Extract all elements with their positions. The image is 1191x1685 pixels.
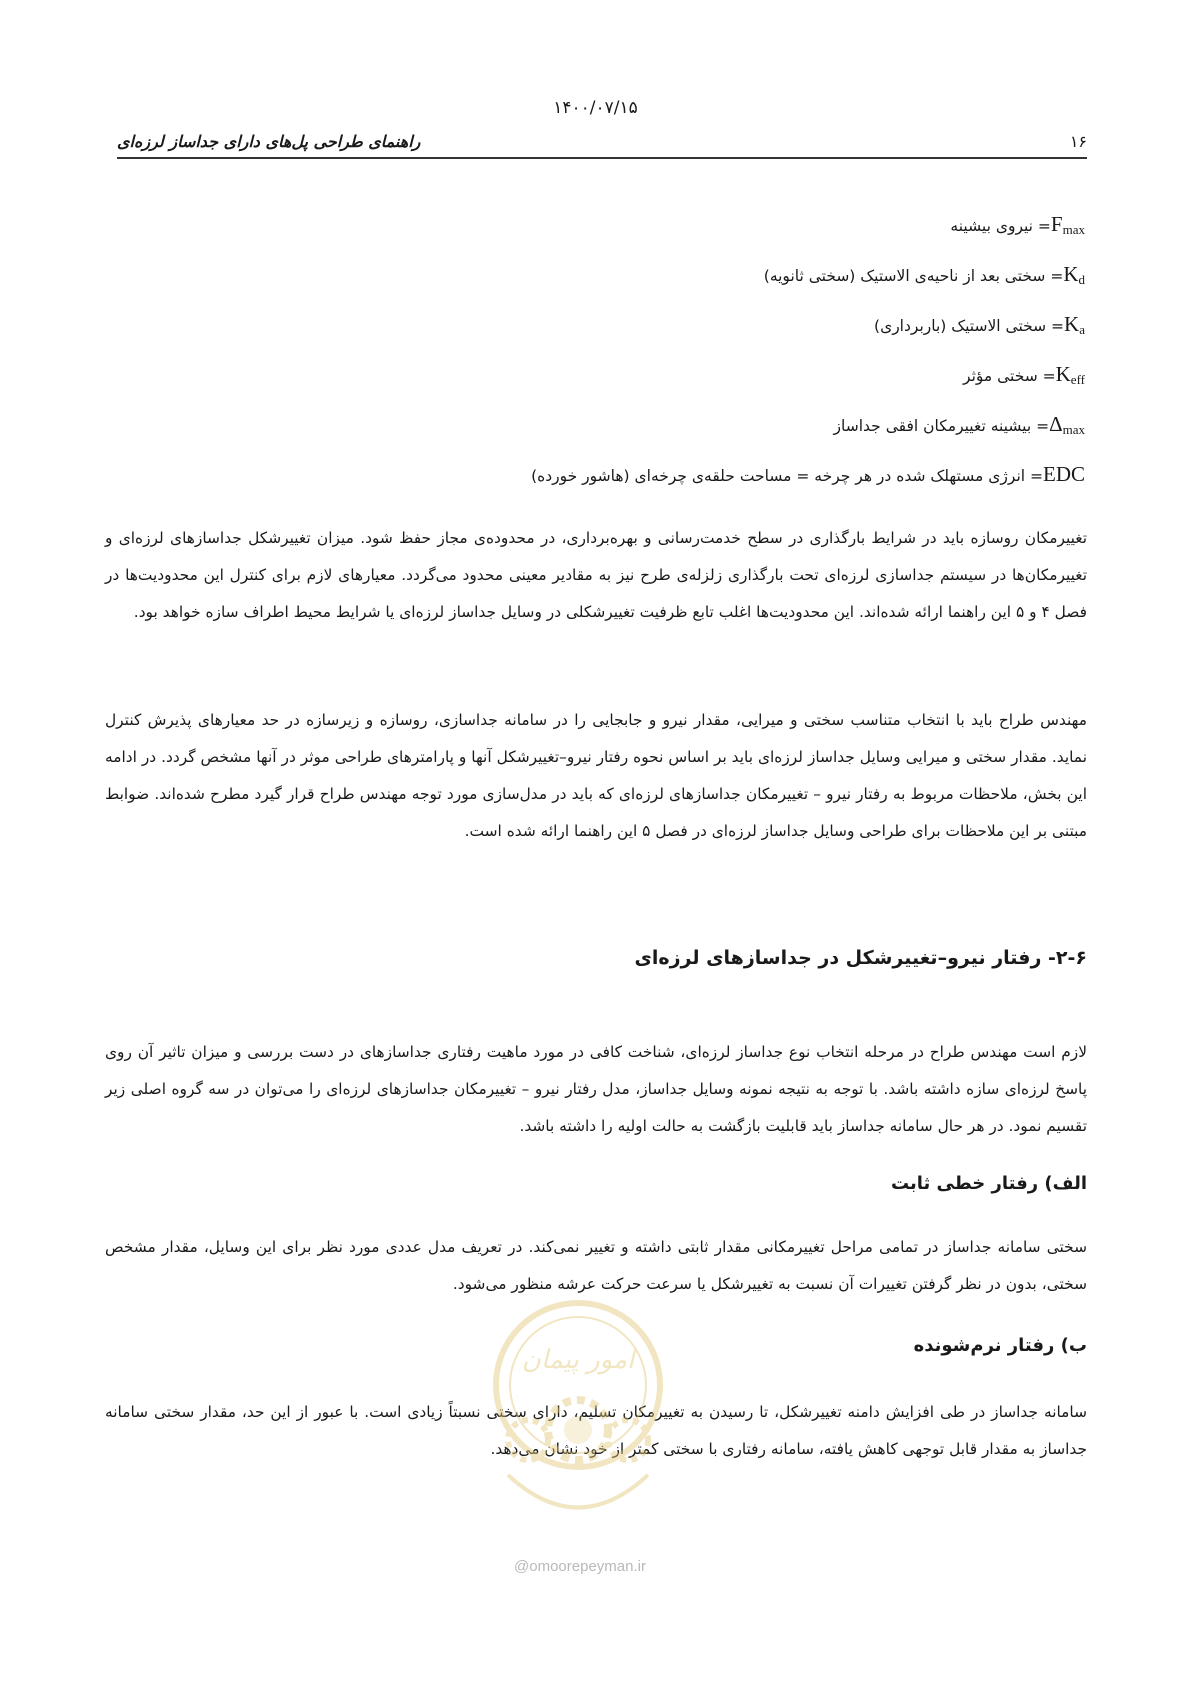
header-divider	[117, 157, 1087, 159]
definition-row	[105, 462, 1085, 512]
symbol: EDC	[1043, 462, 1085, 486]
definition-text: = انرژی مستهلک شده در هر چرخه = مساحت حلقه‌ی چرخه‌ای (هاشور خورده)	[531, 467, 1043, 485]
symbol: $K_d$	[1063, 262, 1085, 287]
definition-row	[105, 312, 1085, 362]
document-date: ۱۴۰۰/۰۷/۱۵	[553, 98, 638, 118]
definition-text: = سختی الاستیک (باربرداری)	[874, 317, 1065, 335]
definition-text: = نیروی بیشینه	[950, 217, 1051, 235]
running-title: راهنمای طراحی پل‌های دارای جداساز لرزه‌ای	[117, 132, 421, 151]
definition-text: = بیشینه تغییرمکان افقی جداساز	[833, 417, 1050, 435]
page-header	[117, 128, 1087, 158]
paragraph: تغییرمکان روسازه باید در شرایط بارگذاری در سطح خدمت‌رسانی و بهره‌برداری، در محدوده‌ی مجاز حفظ شود. میزان تغییرشکل جداسازهای لرزه‌ای و تغییرمکان‌ها در سیستم جداسازی لرزه‌ای تحت بارگذاری زلزله‌ی طرح نیز به مقادیر معینی محدود می‌گردد. معیارهای لازم برای کنترل این محدودیت‌ها در فصل ۴ و ۵ این راهنما ارائه شده‌اند. این محدودیت‌ها اغلب تابع ظرفیت تغییرشکلی در وسایل جداساز لرزه‌ای یا شرایط محیط اطراف سازه خواهد بود.	[105, 529, 1087, 621]
watermark-url: @omoorepeyman.ir	[514, 1558, 646, 1575]
paragraph: مهندس طراح باید با انتخاب متناسب سختی و میرایی، مقدار نیرو و جابجایی را در سامانه جداسازی، روسازه و زیرسازه در حد معیارهای پذیرش کنترل نماید. مقدار سختی و میرایی وسایل جداساز لرزه‌ای باید بر اساس نحوه رفتار نیرو–تغییرشکل آنها و پارامترهای طراحی موثر در آنها مشخص گردد. در ادامه این بخش، ملاحظات مربوط به رفتار نیرو – تغییرمکان جداسازهای لرزه‌ای که باید در مدل‌سازی مورد توجه مهندس طراح قرار گیرد مطرح شده‌اند. ضوابط مبتنی بر این ملاحظات برای طراحی وسایل جداساز لرزه‌ای در فصل ۵ این راهنما ارائه شده است.	[105, 711, 1087, 840]
symbol: $K_a$	[1064, 312, 1085, 337]
symbol: $F_{max}$	[1050, 212, 1085, 237]
definition-row	[105, 212, 1085, 262]
page-number: ۱۶	[1069, 132, 1087, 151]
section-heading: ۲-۶- رفتار نیرو–تغییرشکل در جداسازهای لرزه‌ای	[634, 947, 1087, 969]
paragraph: سامانه جداساز در طی افزایش دامنه تغییرشکل، تا رسیدن به تغییرمکان تسلیم، دارای سختی نسبتاً زیادی است. با عبور از این حد، مقدار سختی سامانه جداساز به مقدار قابل توجهی کاهش یافته، سامانه رفتاری با سختی کمتر از خود نشان می‌دهد.	[105, 1403, 1087, 1458]
subsection-heading: ب) رفتار نرم‌شونده	[913, 1335, 1087, 1356]
paragraph: سختی سامانه جداساز در تمامی مراحل تغییرمکانی مقدار ثابتی داشته و تغییر نمی‌کند. در تعریف مدل عددی مورد نظر برای این وسایل، مقدار مشخص سختی، بدون در نظر گرفتن تغییرات آن نسبت به تغییرشکل یا سرعت حرکت عرشه منظور می‌شود.	[105, 1238, 1087, 1293]
symbol: $\Delta_{max}$	[1049, 412, 1085, 437]
watermark-logo-text: امور پیمان	[521, 1345, 635, 1375]
subsection-heading: الف) رفتار خطی ثابت	[890, 1173, 1087, 1194]
symbol: $K_{eff}$	[1055, 362, 1085, 387]
watermark-logo	[478, 1290, 678, 1560]
symbol-definitions	[105, 212, 1085, 512]
paragraph: لازم است مهندس طراح در مرحله انتخاب نوع جداساز لرزه‌ای، شناخت کافی در مورد ماهیت رفتاری جداسازهای در دست بررسی و میزان تاثیر آن روی پاسخ لرزه‌ای سازه داشته باشد. با توجه به نتیجه نمونه وسایل جداساز، مدل رفتار نیرو – تغییرمکان جداسازهای لرزه‌ای را می‌توان در سه گروه اصلی زیر تقسیم نمود. در هر حال سامانه جداساز باید قابلیت بازگشت به حالت اولیه را داشته باشد.	[105, 1043, 1087, 1135]
definition-row	[105, 412, 1085, 462]
definition-row	[105, 362, 1085, 412]
definition-text: = سختی مؤثر	[963, 367, 1056, 385]
definition-row	[105, 262, 1085, 312]
definition-text: = سختی بعد از ناحیه‌ی الاستیک (سختی ثانویه)	[763, 267, 1064, 285]
